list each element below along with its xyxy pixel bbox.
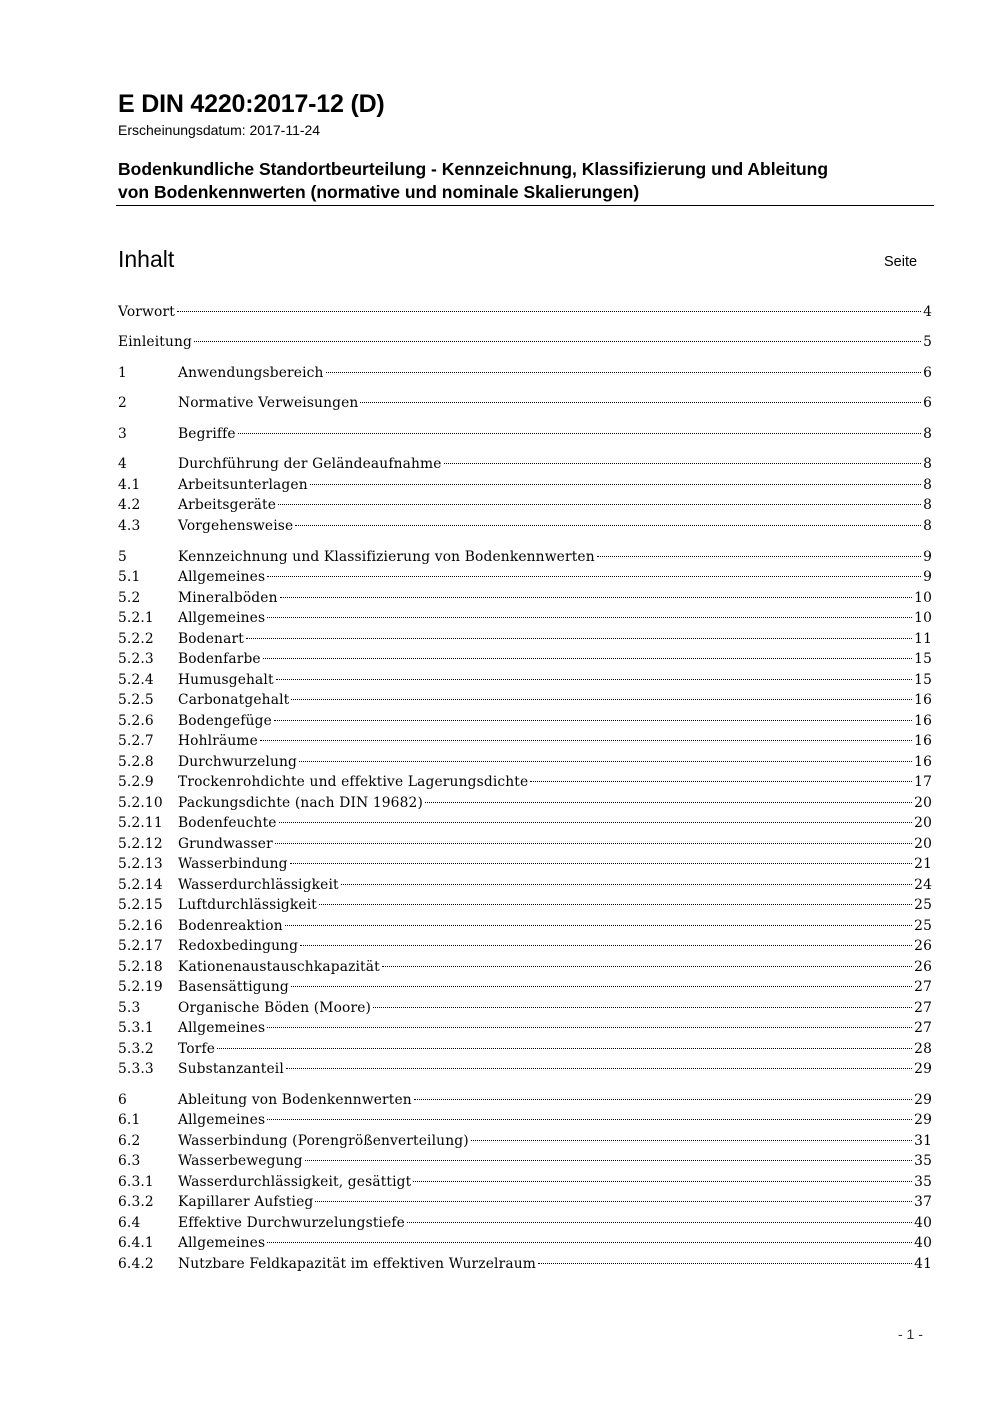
toc-entry-number: 5.2.5 — [118, 692, 154, 708]
toc-entry[interactable] — [118, 608, 932, 628]
toc-entry[interactable] — [118, 1172, 932, 1192]
toc-entry-number: 6 — [118, 1092, 127, 1108]
toc-entry[interactable] — [118, 1018, 932, 1038]
toc-entry-number: 5.2.7 — [118, 733, 154, 749]
toc-entry-page: 25 — [914, 897, 932, 913]
toc-dot-leader — [267, 1242, 912, 1243]
toc-dot-leader — [414, 1099, 912, 1100]
publication-date: Erscheinungsdatum: 2017-11-24 — [118, 122, 321, 138]
toc-entry[interactable] — [118, 649, 932, 669]
toc-dot-leader — [407, 1222, 912, 1223]
document-title: E DIN 4220:2017-12 (D) — [118, 90, 385, 118]
toc-entry-number: 5.3.2 — [118, 1041, 154, 1057]
toc-entry-title: Wasserbindung — [178, 856, 288, 872]
toc-entry-title: Durchführung der Geländeaufnahme — [178, 456, 442, 472]
toc-entry-page: 29 — [914, 1112, 932, 1128]
toc-entry[interactable] — [118, 772, 932, 792]
toc-dot-leader — [319, 904, 912, 905]
toc-entry-title: Grundwasser — [178, 836, 273, 852]
toc-entry-title: Torfe — [178, 1041, 216, 1057]
toc-dot-leader — [278, 504, 921, 505]
toc-entry-title: Bodenart — [178, 631, 244, 647]
toc-dot-leader — [238, 433, 921, 434]
toc-entry-title: Nutzbare Feldkapazität im effektiven Wurzelraum — [178, 1256, 536, 1272]
toc-entry-page: 27 — [914, 979, 932, 995]
toc-entry-page: 11 — [914, 631, 932, 647]
document-subtitle — [118, 158, 934, 204]
toc-entry-title: Wasserbewegung — [178, 1153, 303, 1169]
toc-entry-title: Ableitung von Bodenkennwerten — [178, 1092, 412, 1108]
toc-entry-title: Bodenreaktion — [178, 918, 283, 934]
toc-entry[interactable] — [118, 547, 932, 567]
toc-entry-title: Packungsdichte (nach DIN 19682) — [178, 795, 423, 811]
toc-entry-title: Arbeitsunterlagen — [178, 477, 308, 493]
toc-dot-leader — [444, 463, 921, 464]
toc-entry-page: 16 — [914, 692, 932, 708]
toc-entry-number: 5.2.14 — [118, 877, 163, 893]
toc-entry[interactable] — [118, 567, 932, 587]
toc-dot-leader — [382, 966, 912, 967]
toc-entry-page: 15 — [914, 672, 932, 688]
toc-entry[interactable] — [118, 1254, 932, 1274]
toc-entry-number: 5.2.10 — [118, 795, 163, 811]
toc-entry-title: Allgemeines — [178, 1020, 266, 1036]
toc-entry-title: Trockenrohdichte und effektive Lagerungsdichte — [178, 774, 529, 790]
toc-entry[interactable] — [118, 588, 932, 608]
toc-entry[interactable] — [118, 495, 932, 515]
toc-entry-page: 35 — [914, 1174, 932, 1190]
page-number: - 1 - — [898, 1326, 923, 1342]
toc-dot-leader — [267, 1027, 912, 1028]
toc-entry-page: 8 — [923, 426, 932, 442]
subtitle-line-2: von Bodenkennwerten (normative und nominale Skalierungen) — [118, 182, 640, 202]
toc-entry-title: Luftdurchlässigkeit — [178, 897, 317, 913]
toc-dot-leader — [290, 863, 912, 864]
toc-dot-leader — [360, 402, 921, 403]
toc-entry-page: 17 — [914, 774, 932, 790]
toc-entry[interactable] — [118, 916, 932, 936]
toc-entry[interactable] — [118, 1090, 932, 1110]
toc-entry[interactable] — [118, 690, 932, 710]
toc-dot-leader — [260, 740, 912, 741]
toc-dot-leader — [291, 986, 912, 987]
toc-entry-number: 5.2.2 — [118, 631, 154, 647]
toc-entry-number: 5.2.3 — [118, 651, 154, 667]
toc-entry-title: Carbonatgehalt — [178, 692, 290, 708]
toc-entry-number: 4 — [118, 456, 127, 472]
toc-entry-number: 6.3.2 — [118, 1194, 154, 1210]
toc-entry-page: 28 — [914, 1041, 932, 1057]
toc-heading: Inhalt — [118, 246, 175, 272]
toc-entry-page: 6 — [923, 395, 932, 411]
toc-dot-leader — [300, 945, 912, 946]
toc-dot-leader — [280, 597, 912, 598]
toc-entry-number: 6.4.1 — [118, 1235, 154, 1251]
toc-dot-leader — [263, 658, 912, 659]
toc-entry-number: 5.2.15 — [118, 897, 163, 913]
toc-dot-leader — [275, 843, 912, 844]
toc-entry[interactable] — [118, 1192, 932, 1212]
toc-entry[interactable] — [118, 1233, 932, 1253]
toc-entry[interactable] — [118, 895, 932, 915]
toc-entry-number: 6.3.1 — [118, 1174, 154, 1190]
toc-dot-leader — [597, 556, 921, 557]
toc-entry-page: 10 — [914, 590, 932, 606]
toc-entry[interactable] — [118, 977, 932, 997]
toc-dot-leader — [267, 1119, 912, 1120]
toc-entry-page: 29 — [914, 1092, 932, 1108]
toc-entry-title: Bodenfarbe — [178, 651, 261, 667]
toc-entry-page: 26 — [914, 938, 932, 954]
toc-entry-title: Substanzanteil — [178, 1061, 284, 1077]
toc-dot-leader — [530, 781, 912, 782]
toc-entry-title: Arbeitsgeräte — [178, 497, 277, 513]
toc-entry-title: Mineralböden — [178, 590, 278, 606]
toc-entry-number: 5.3 — [118, 1000, 141, 1016]
toc-entry-page: 9 — [923, 549, 932, 565]
toc-entry-number: 5.2.17 — [118, 938, 163, 954]
toc-entry-title: Basensättigung — [178, 979, 289, 995]
toc-entry-number: 4.1 — [118, 477, 141, 493]
toc-dot-leader — [295, 525, 921, 526]
toc-entry-page: 8 — [923, 518, 932, 534]
toc-entry-number: 5.2.16 — [118, 918, 163, 934]
toc-entry[interactable] — [118, 1131, 932, 1151]
toc-entry-number: 4.3 — [118, 518, 141, 534]
toc-entry[interactable] — [118, 424, 932, 444]
toc-dot-leader — [326, 372, 922, 373]
toc-entry-page: 21 — [914, 856, 932, 872]
toc-entry-page: 6 — [923, 365, 932, 381]
toc-entry[interactable] — [118, 752, 932, 772]
toc-entry-number: 1 — [118, 365, 127, 381]
toc-entry-page: 8 — [923, 497, 932, 513]
toc-entry-page: 40 — [914, 1235, 932, 1251]
toc-entry-number: 5.2.6 — [118, 713, 154, 729]
toc-dot-leader — [217, 1048, 912, 1049]
toc-dot-leader — [194, 341, 921, 342]
toc-entry-page: 37 — [914, 1194, 932, 1210]
toc-entry-number: Vorwort — [118, 304, 175, 320]
toc-entry-title: Effektive Durchwurzelungstiefe — [178, 1215, 405, 1231]
toc-entry-page: 29 — [914, 1061, 932, 1077]
toc-entry[interactable] — [118, 1110, 932, 1130]
toc-entry[interactable] — [118, 875, 932, 895]
toc-entry-page: 9 — [923, 569, 932, 585]
toc-entry-number: 5.2.4 — [118, 672, 154, 688]
toc-entry-page: 8 — [923, 477, 932, 493]
toc-entry-title: Begriffe — [178, 426, 236, 442]
toc-entry-title: Kationenaustauschkapazität — [178, 959, 380, 975]
toc-entry-page: 16 — [914, 733, 932, 749]
toc-entry-number: 3 — [118, 426, 127, 442]
toc-entry-title: Organische Böden (Moore) — [178, 1000, 372, 1016]
toc-entry[interactable] — [118, 731, 932, 751]
toc-entry-title: Allgemeines — [178, 1112, 266, 1128]
toc-entry[interactable] — [118, 1039, 932, 1059]
toc-entry-page: 20 — [914, 815, 932, 831]
toc-dot-leader — [246, 638, 912, 639]
toc-entry-page: 35 — [914, 1153, 932, 1169]
toc-entry-number: 6.4.2 — [118, 1256, 154, 1272]
toc-entry-page: 27 — [914, 1000, 932, 1016]
toc-entry-page: 26 — [914, 959, 932, 975]
toc-entry-page: 5 — [923, 334, 932, 350]
toc-entry-page: 20 — [914, 795, 932, 811]
toc-entry-page: 27 — [914, 1020, 932, 1036]
toc-entry-number: 5.3.3 — [118, 1061, 154, 1077]
toc-entry-title: Wasserdurchlässigkeit — [178, 877, 339, 893]
toc-entry[interactable] — [118, 854, 932, 874]
toc-entry-number: 6.4 — [118, 1215, 141, 1231]
toc-entry-number: 5.2.8 — [118, 754, 154, 770]
toc-entry[interactable] — [118, 936, 932, 956]
toc-entry-page: 15 — [914, 651, 932, 667]
toc-entry-number: Einleitung — [118, 334, 193, 350]
toc-dot-leader — [299, 761, 912, 762]
toc-dot-leader — [286, 1068, 912, 1069]
toc-entry-number: 5.2.13 — [118, 856, 163, 872]
toc-entry-number: 4.2 — [118, 497, 141, 513]
toc-entry[interactable] — [118, 834, 932, 854]
toc-entry-title: Humusgehalt — [178, 672, 274, 688]
toc-entry[interactable] — [118, 516, 932, 536]
toc-entry[interactable] — [118, 393, 932, 413]
toc-dot-leader — [291, 699, 912, 700]
toc-entry-title: Durchwurzelung — [178, 754, 297, 770]
toc-dot-leader — [310, 484, 921, 485]
toc-entry-page: 4 — [923, 304, 932, 320]
toc-entry-page: 24 — [914, 877, 932, 893]
toc-entry-number: 5.3.1 — [118, 1020, 154, 1036]
toc-entry-title: Kennzeichnung und Klassifizierung von Bodenkennwerten — [178, 549, 595, 565]
toc-entry[interactable] — [118, 1213, 932, 1233]
toc-entry-title: Wasserdurchlässigkeit, gesättigt — [178, 1174, 412, 1190]
toc-entry-page: 20 — [914, 836, 932, 852]
toc-entry-number: 5.2.12 — [118, 836, 163, 852]
subtitle-line-1: Bodenkundliche Standortbeurteilung - Kennzeichnung, Klassifizierung und Ableitung — [118, 159, 829, 179]
toc-entry[interactable] — [118, 475, 932, 495]
toc-entry-title: Wasserbindung (Porengrößenverteilung) — [178, 1133, 469, 1149]
toc-entry[interactable] — [118, 957, 932, 977]
toc-entry-page: 40 — [914, 1215, 932, 1231]
toc-entry-number: 6.2 — [118, 1133, 141, 1149]
toc-entry-title: Normative Verweisungen — [178, 395, 359, 411]
toc-entry-title: Anwendungsbereich — [178, 365, 324, 381]
toc-entry-number: 5.1 — [118, 569, 141, 585]
toc-entry-title: Kapillarer Aufstieg — [178, 1194, 314, 1210]
toc-entry-number: 5.2 — [118, 590, 141, 606]
toc-dot-leader — [305, 1160, 913, 1161]
toc-entry-number: 5.2.11 — [118, 815, 163, 831]
toc-entry-number: 6.1 — [118, 1112, 141, 1128]
toc-entry[interactable] — [118, 1151, 932, 1171]
toc-entry-page: 31 — [914, 1133, 932, 1149]
toc-entry[interactable] — [118, 302, 932, 322]
toc-dot-leader — [274, 720, 912, 721]
toc-entry-number: 6.3 — [118, 1153, 141, 1169]
toc-entry[interactable] — [118, 363, 932, 383]
toc-dot-leader — [267, 617, 912, 618]
toc-entry-page: 41 — [914, 1256, 932, 1272]
toc-entry-page: 25 — [914, 918, 932, 934]
toc-entry[interactable] — [118, 998, 932, 1018]
toc-dot-leader — [413, 1181, 912, 1182]
toc-entry-title: Bodengefüge — [178, 713, 272, 729]
toc-entry-page: 10 — [914, 610, 932, 626]
toc-dot-leader — [538, 1263, 912, 1264]
toc-entry-number: 5.2.1 — [118, 610, 154, 626]
toc-entry-title: Allgemeines — [178, 1235, 266, 1251]
toc-entry[interactable] — [118, 629, 932, 649]
toc-dot-leader — [267, 576, 921, 577]
toc-entry-number: 5 — [118, 549, 127, 565]
toc-entry-title: Allgemeines — [178, 610, 266, 626]
toc-dot-leader — [315, 1201, 912, 1202]
toc-dot-leader — [341, 884, 912, 885]
toc-entry-title: Allgemeines — [178, 569, 266, 585]
toc-entry-page: 16 — [914, 713, 932, 729]
toc-entry-title: Redoxbedingung — [178, 938, 299, 954]
toc-dot-leader — [373, 1007, 912, 1008]
toc-dot-leader — [276, 679, 912, 680]
toc-entry[interactable] — [118, 1059, 932, 1079]
toc-entry[interactable] — [118, 813, 932, 833]
toc-entry[interactable] — [118, 793, 932, 813]
toc-dot-leader — [471, 1140, 912, 1141]
toc-dot-leader — [279, 822, 913, 823]
toc-dot-leader — [177, 311, 921, 312]
toc-entry-number: 2 — [118, 395, 127, 411]
toc-entry[interactable] — [118, 332, 932, 352]
header-divider — [116, 205, 934, 206]
toc-entry-title: Hohlräume — [178, 733, 258, 749]
toc-entry-title: Bodenfeuchte — [178, 815, 277, 831]
toc-entry-title: Vorgehensweise — [178, 518, 294, 534]
toc-entry[interactable] — [118, 711, 932, 731]
toc-page-label: Seite — [884, 254, 918, 270]
toc-dot-leader — [285, 925, 912, 926]
toc-entry-number: 5.2.19 — [118, 979, 163, 995]
toc-entry-number: 5.2.9 — [118, 774, 154, 790]
toc-entry[interactable] — [118, 454, 932, 474]
toc-dot-leader — [425, 802, 912, 803]
toc-entry[interactable] — [118, 670, 932, 690]
toc-entry-page: 8 — [923, 456, 932, 472]
toc-entry-page: 16 — [914, 754, 932, 770]
toc-entry-number: 5.2.18 — [118, 959, 163, 975]
